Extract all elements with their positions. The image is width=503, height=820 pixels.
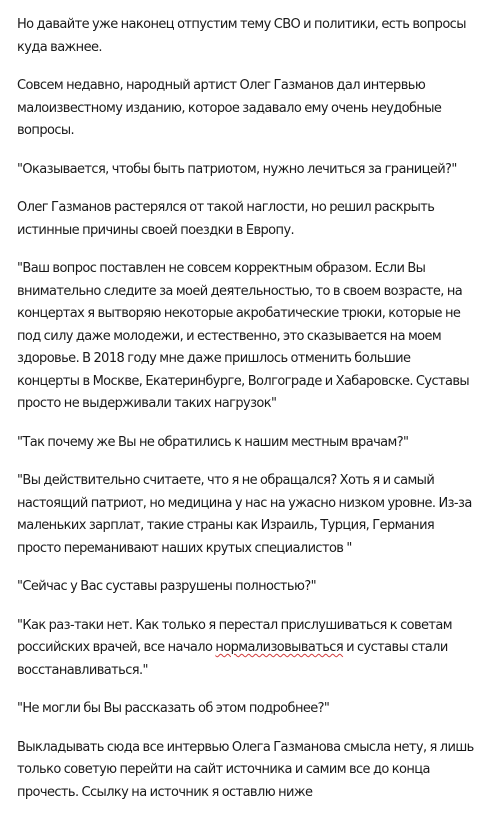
paragraph-6-quote: "Так почему же Вы не обратились к нашим местным врачам?" [17,434,409,450]
paragraph-9-after: и суставы стали восстанавливаться." [17,640,448,678]
paragraph-10-quote: "Не могли бы Вы рассказать об этом подробнее?" [17,701,330,716]
paragraph-4: Олег Газманов растерялся от такой наглости, но решил раскрыть истинные причины своей поездки в Европу. [17,200,435,238]
paragraph-1: Но давайте уже наконец отпустим тему СВО и политики, есть вопросы куда важнее. [17,17,466,55]
paragraph-5-quote: "Ваш вопрос поставлен не совсем корректным образом. Если Вы внимательно следите за моей деятельностью, то в своем возрасте, на концертах я вытворяю некоторые акробатические трюки, которые не под силу даже молодежи, и естественно, это сказывается на моем здоровье. В 2018 году мне даже пришлось отменить большие концерты в Москве, Екатеринбурге, Волгограде и Хабаровске. Суставы просто не выдерживали таких нагрузок" [17,261,470,411]
paragraph-3-quote: "Оказывается, чтобы быть патриотом, нужно лечиться за границей?" [17,161,457,177]
paragraph-9-before: "Как раз-таки нет. Как только я перестал прислушиваться к советам российских врачей, все начало [17,617,452,655]
paragraph-9-quote [17,615,475,683]
article-body [17,14,475,820]
paragraph-11: Выкладывать сюда все интервью Олега Газманова смысла нету, я лишь только советую перейти на сайт источника и самим все до конца прочесть. Ссылку на источник я оставлю ниже [17,739,474,800]
paragraph-8-quote: "Сейчас у Вас суставы разрушены полностью?" [17,579,316,594]
paragraph-2: Совсем недавно, народный артист Олег Газманов дал интервью малоизвестному изданию, которое задавало ему очень неудобные вопросы. [17,78,442,138]
paragraph-7-quote: "Вы действительно считаете, что я не обращался? Хоть я и самый настоящий патриот, но медицина у нас на ужасно низком уровне. Из-за маленьких зарплат, такие страны как Израиль, Турция, Германия просто переманивают наших крутых специалистов " [17,473,472,556]
spellcheck-underlined-word[interactable]: нормализовываться [215,640,344,655]
